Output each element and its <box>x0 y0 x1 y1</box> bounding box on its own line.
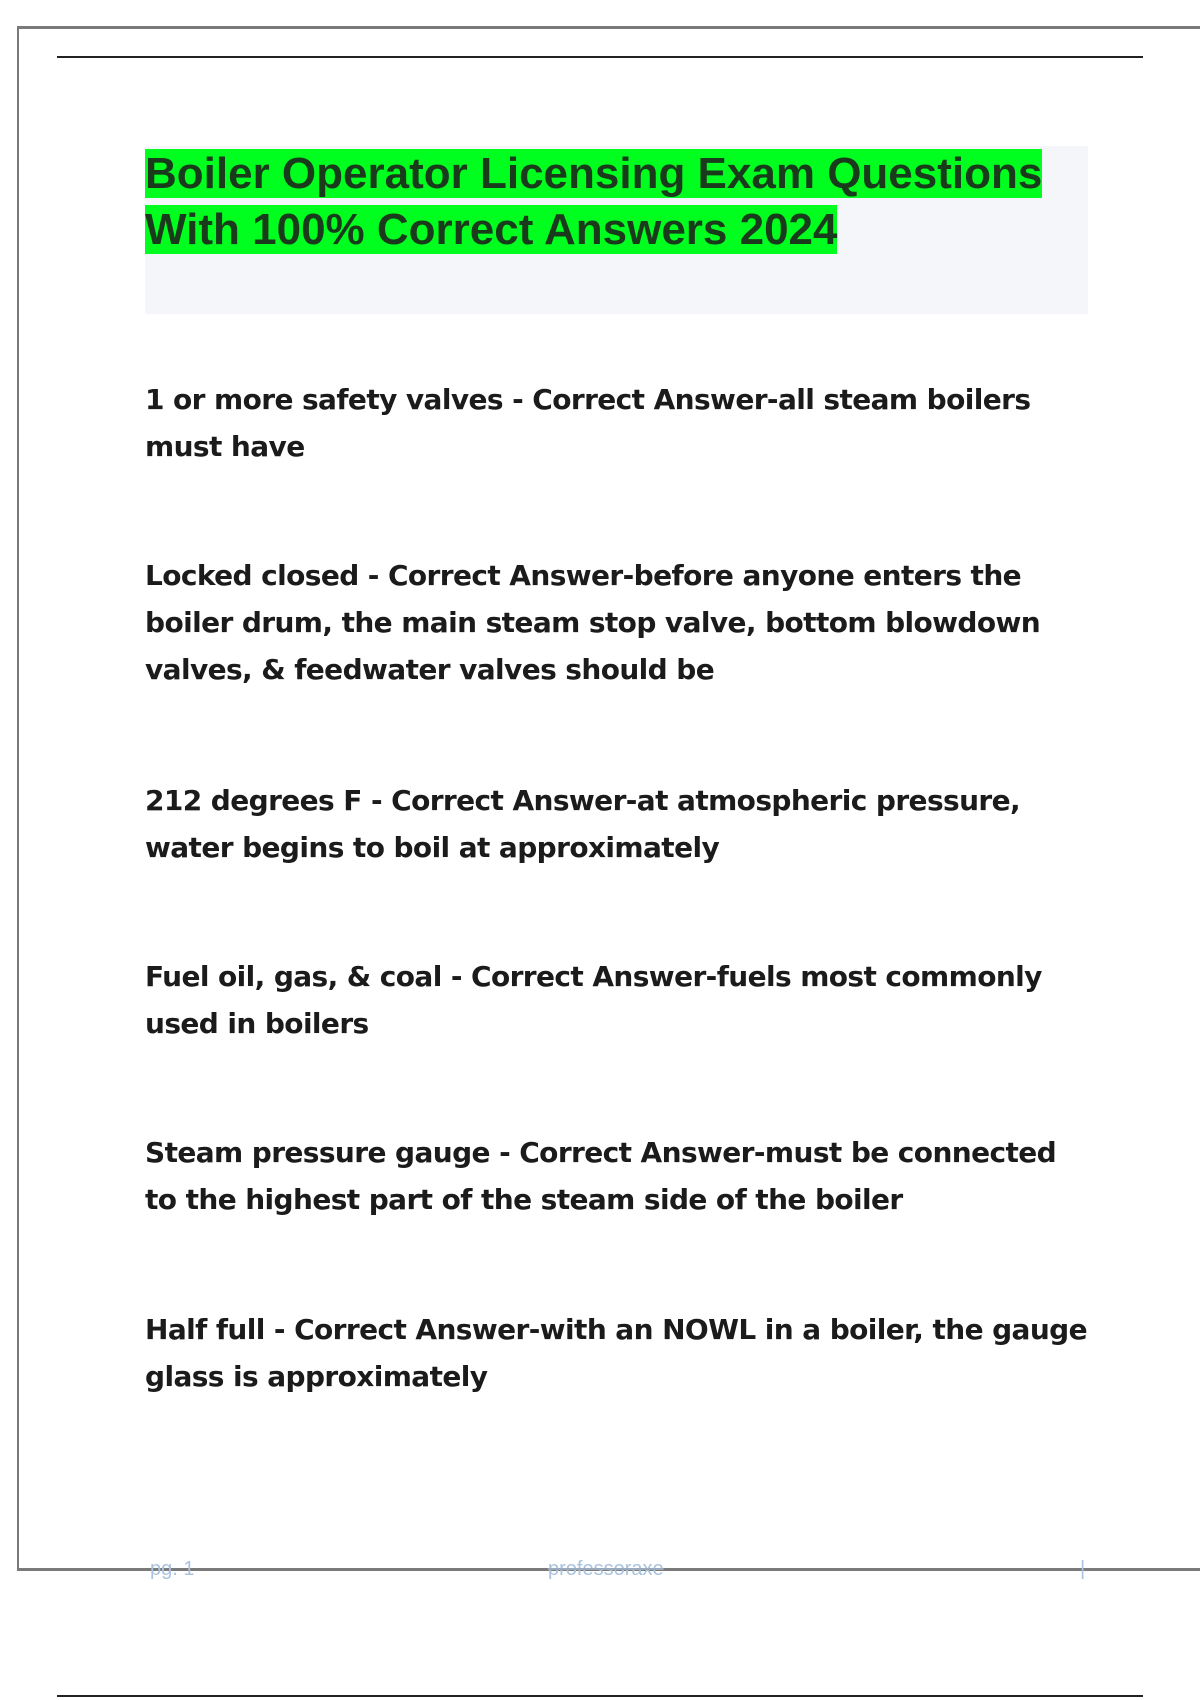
qa-item-1: 1 or more safety valves - Correct Answer-all steam boilers must have <box>145 383 1031 463</box>
qa-item-5: Steam pressure gauge - Correct Answer-must be connected to the highest part of the steam side of the boiler <box>145 1136 1057 1216</box>
header-rule <box>57 56 1143 58</box>
document-title <box>145 146 1088 258</box>
qa-item-3: 212 degrees F - Correct Answer-at atmospheric pressure, water begins to boil at approximately <box>145 784 1021 864</box>
footer-mark: | <box>1080 1558 1086 1580</box>
qa-item-6: Half full - Correct Answer-with an NOWL in a boiler, the gauge glass is approximately <box>145 1313 1088 1393</box>
qa-item-4: Fuel oil, gas, & coal - Correct Answer-fuels most commonly used in boilers <box>145 960 1042 1040</box>
bottom-rule <box>57 1695 1143 1697</box>
footer-author: professoraxe <box>548 1558 664 1580</box>
footer-page-number: pg. 1 <box>150 1558 195 1580</box>
title-highlight: Boiler Operator Licensing Exam Questions With 100% Correct Answers 2024 <box>145 149 1043 254</box>
qa-item-2: Locked closed - Correct Answer-before anyone enters the boiler drum, the main steam stop valve, bottom blowdown valves, & feedwater valves should be <box>145 559 1041 686</box>
